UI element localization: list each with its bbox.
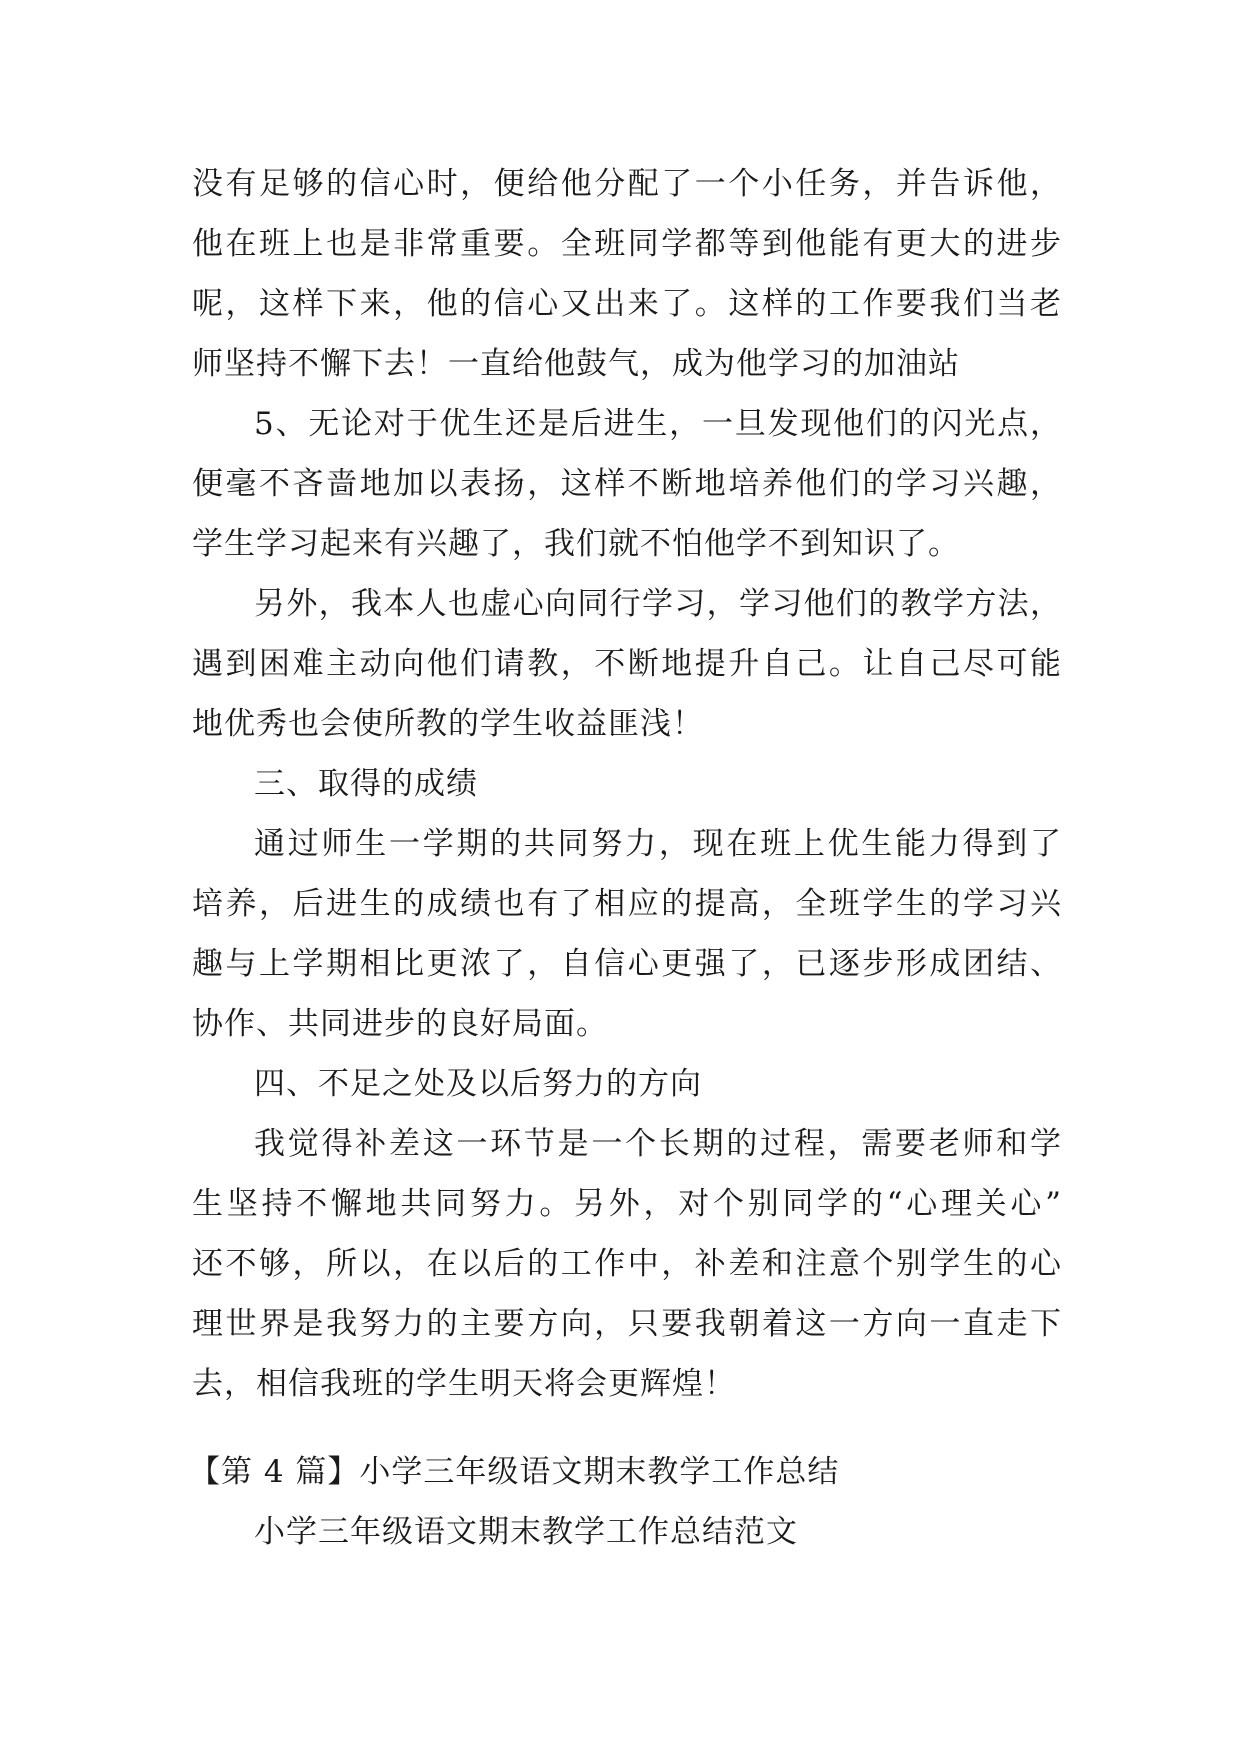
body-line: 趣与上学期相比更浓了，自信心更强了，已逐步形成团结、: [192, 946, 1062, 982]
body-line: 生坚持不懈地共同努力。另外，对个别同学的“心理关心”: [192, 1186, 1062, 1222]
body-line: 去，相信我班的学生明天将会更辉煌！: [192, 1366, 736, 1402]
body-line: 没有足够的信心时，便给他分配了一个小任务，并告诉他，: [192, 166, 1062, 202]
body-line: 师坚持不懈下去！一直给他鼓气，成为他学习的加油站: [192, 346, 960, 382]
article-subtitle: 小学三年级语文期末教学工作总结范文: [254, 1514, 798, 1550]
section-heading: 四、不足之处及以后努力的方向: [254, 1066, 702, 1102]
body-line: 还不够，所以，在以后的工作中，补差和注意个别学生的心: [192, 1246, 1062, 1282]
body-line: 另外，我本人也虚心向同行学习，学习他们的教学方法，: [254, 586, 1062, 622]
article-heading: 【第 4 篇】小学三年级语文期末教学工作总结: [189, 1454, 840, 1490]
body-line: 理世界是我努力的主要方向，只要我朝着这一方向一直走下: [192, 1306, 1062, 1342]
body-line: 通过师生一学期的共同努力，现在班上优生能力得到了: [254, 826, 1062, 862]
body-line: 遇到困难主动向他们请教，不断地提升自己。让自己尽可能: [192, 646, 1062, 682]
document-body: [189, 154, 1062, 1562]
section-gap: [192, 1414, 1062, 1442]
body-line: 学生学习起来有兴趣了，我们就不怕他学不到知识了。: [192, 526, 960, 562]
body-line: 地优秀也会使所教的学生收益匪浅！: [192, 706, 704, 742]
body-line: 培养，后进生的成绩也有了相应的提高，全班学生的学习兴: [192, 886, 1062, 922]
body-line: 他在班上也是非常重要。全班同学都等到他能有更大的进步: [192, 226, 1062, 262]
body-line: 呢，这样下来，他的信心又出来了。这样的工作要我们当老: [192, 286, 1062, 322]
body-line: 协作、共同进步的良好局面。: [192, 1006, 608, 1042]
section-heading: 三、取得的成绩: [254, 766, 478, 802]
body-line: 我觉得补差这一环节是一个长期的过程，需要老师和学: [254, 1126, 1062, 1162]
body-line: 便毫不吝啬地加以表扬，这样不断地培养他们的学习兴趣，: [192, 466, 1062, 502]
body-line: 5、无论对于优生还是后进生，一旦发现他们的闪光点，: [254, 406, 1062, 442]
